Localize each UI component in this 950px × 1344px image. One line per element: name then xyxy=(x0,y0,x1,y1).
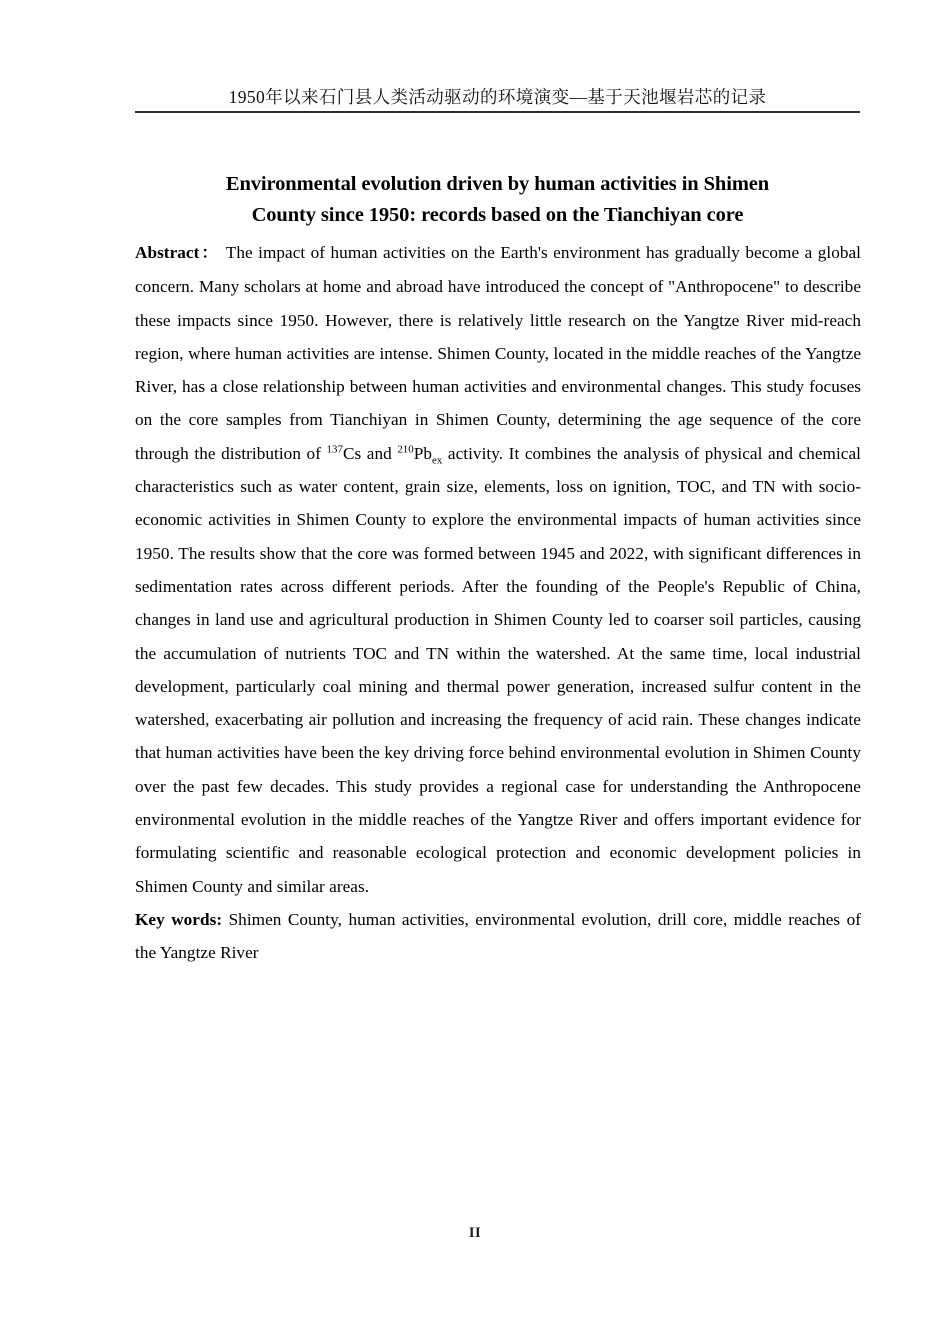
page-number-footer: II xyxy=(468,1225,482,1241)
page-title-line-2: County since 1950: records based on the Tianchiyan core xyxy=(251,203,744,226)
isotope-cs137-element: Cs xyxy=(342,443,362,463)
header-rule-divider xyxy=(135,111,860,113)
keywords-paragraph xyxy=(135,903,861,970)
abstract-colon: ： xyxy=(200,245,219,262)
keywords-label: Key words: xyxy=(135,909,223,929)
abstract-paragraph xyxy=(135,236,861,903)
abstract-label: Abstract xyxy=(135,243,200,262)
abstract-text-part-2: and xyxy=(361,443,398,463)
keywords-text: Shimen County, human activities, environmental evolution, drill core, middle reaches of the Yangtze River xyxy=(135,909,861,963)
isotope-pb210-superscript: 210 xyxy=(397,443,414,456)
abstract-text-part-1: The impact of human activities on the Earth's environment has gradually become a global concern. Many scholars at home and abroad have introduced the concept of "Anthropocene" to describe these impacts since 1950. However, there is relatively little research on the Yangtze River mid-reach region, where human activities are intense. Shimen County, located in the middle reaches of the Yangtze River, has a close relationship between human activities and environmental changes. This study focuses on the core samples from Tianchiyan in Shimen County, determining the age sequence of the core through the distribution of xyxy=(135,243,861,463)
isotope-pb210-subscript: ex xyxy=(432,454,443,467)
isotope-pb210-element: Pb xyxy=(413,443,433,463)
abstract-text-part-3: activity. It combines the analysis of physical and chemical characteristics such as water content, grain size, elements, loss on ignition, TOC, and TN with socio-economic activities in Shimen County to explore the environmental impacts of human activities since 1950. The results show that the core was formed between 1945 and 2022, with significant differences in sedimentation rates across different periods. After the founding of the People's Republic of China, changes in land use and agricultural production in Shimen County led to coarser soil particles, causing the accumulation of nutrients TOC and TN within the watershed. At the same time, local industrial development, particularly coal mining and thermal power generation, increased sulfur content in the watershed, exacerbating air pollution and increasing the frequency of acid rain. These changes indicate that human activities have been the key driving force behind environmental evolution in Shimen County over the past few decades. This study provides a regional case for understanding the Anthropocene environmental evolution in the middle reaches of the Yangtze River and offers important evidence for formulating scientific and reasonable ecological protection and economic development policies in Shimen County and similar areas. xyxy=(135,443,861,896)
page-title-line-1: Environmental evolution driven by human activities in Shimen xyxy=(225,172,770,195)
running-header xyxy=(135,84,860,113)
abstract-section xyxy=(135,236,861,970)
running-header-text: 1950年以来石门县人类活动驱动的环境演变—基于天池堰岩芯的记录 xyxy=(228,87,767,107)
isotope-cs137-superscript: 137 xyxy=(326,443,343,456)
page-title xyxy=(135,169,860,231)
